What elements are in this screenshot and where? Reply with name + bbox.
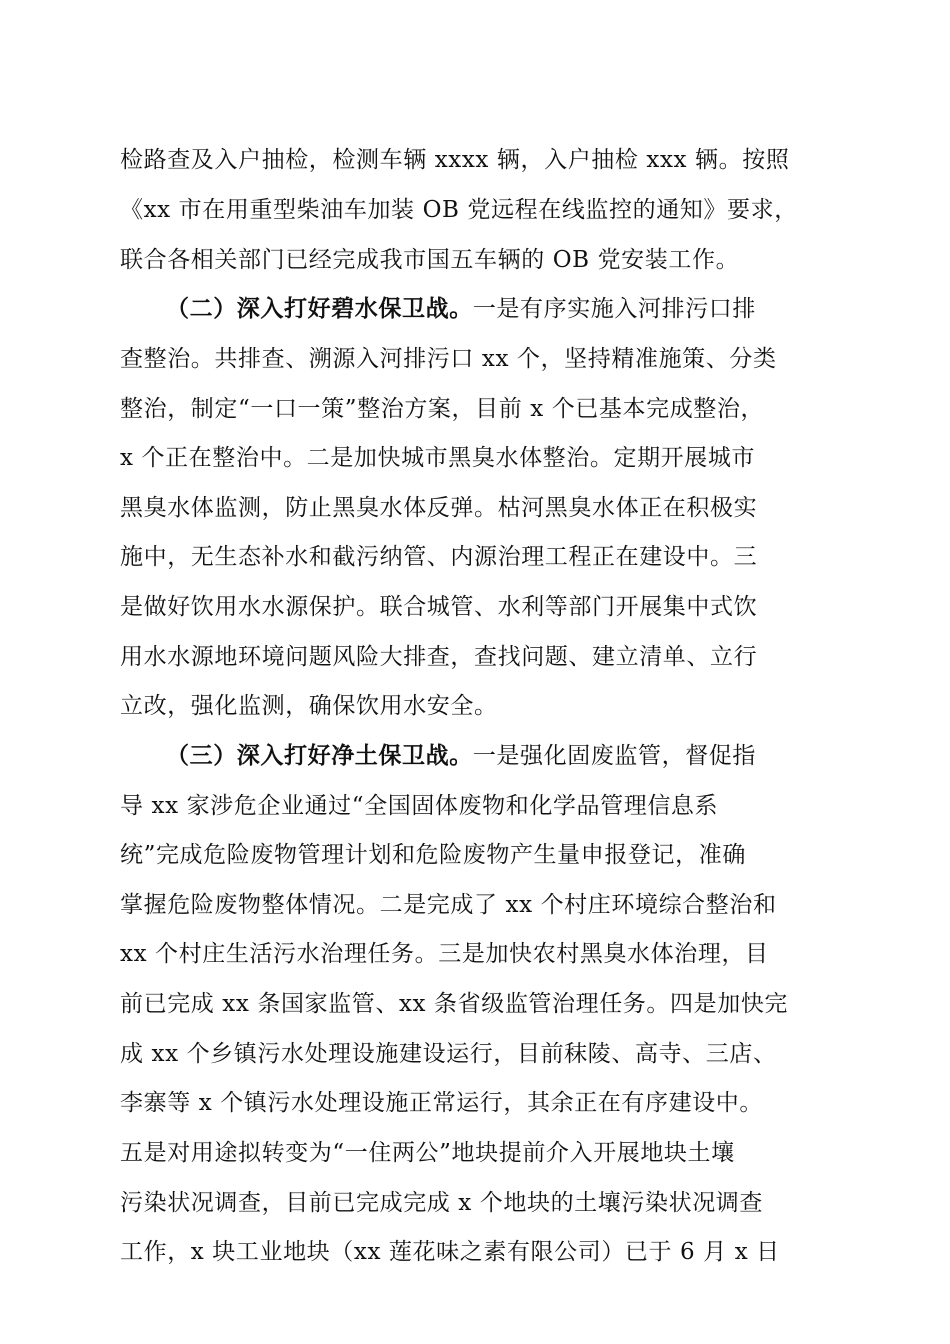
text-line: 工作，x 块工业地块（xx 莲花味之素有限公司）已于 6 月 x 日 [120, 1239, 780, 1265]
text-line: 检路查及入户抽检，检测车辆 xxxx 辆，入户抽检 xxx 辆。按照 [120, 147, 790, 173]
text-line: 成 xx 个乡镇污水处理设施建设运行，目前秣陵、高寺、三店、 [120, 1041, 777, 1067]
text-line: 李寨等 x 个镇污水处理设施正常运行，其余正在有序建设中。 [120, 1090, 763, 1116]
text-run: 一是有序实施入河排污口排 [472, 296, 757, 322]
text-line: 污染状况调查，目前已完成完成 x 个地块的土壤污染状况调查 [120, 1190, 763, 1216]
text-line: 掌握危险废物整体情况。二是完成了 xx 个村庄环境综合整治和 [120, 892, 777, 918]
text-line: 是做好饮用水水源保护。联合城管、水利等部门开展集中式饮 [120, 594, 758, 620]
text-line: 立改，强化监测，确保饮用水安全。 [120, 693, 498, 719]
section-heading: （二）深入打好碧水保卫战。 [166, 296, 473, 322]
text-run: 一是强化固废监管，督促指 [472, 743, 757, 769]
text-line: xx 个村庄生活污水治理任务。三是加快农村黑臭水体治理，目 [120, 941, 769, 967]
section-heading: （三）深入打好净土保卫战。 [166, 743, 473, 769]
text-line: 联合各相关部门已经完成我市国五车辆的 OB 党安装工作。 [120, 247, 740, 273]
text-line: 黑臭水体监测，防止黑臭水体反弹。枯河黑臭水体正在积极实 [120, 495, 758, 521]
text-line: 施中，无生态补水和截污纳管、内源治理工程正在建设中。三 [120, 544, 758, 570]
text-line: 五是对用途拟转变为“一住两公”地块提前介入开展地块土壤 [120, 1140, 735, 1166]
text-line: 《xx 市在用重型柴油车加装 OB 党远程在线监控的通知》要求， [120, 197, 798, 223]
text-line: 查整治。共排查、溯源入河排污口 xx 个，坚持精准施策、分类 [120, 346, 777, 372]
text-line: 统”完成危险废物管理计划和危险废物产生量申报登记，准确 [120, 842, 746, 868]
paragraph-first-line [166, 289, 830, 329]
text-line: 前已完成 xx 条国家监管、xx 条省级监管治理任务。四是加快完 [120, 991, 789, 1017]
text-line: 整治，制定“一口一策”整治方案，目前 x 个已基本完成整治， [120, 396, 765, 422]
text-line: 导 xx 家涉危企业通过“全国固体废物和化学品管理信息系 [120, 793, 719, 819]
text-line: x 个正在整治中。二是加快城市黑臭水体整治。定期开展城市 [120, 445, 756, 471]
paragraph-first-line [166, 736, 830, 776]
text-line: 用水水源地环境问题风险大排查，查找问题、建立清单、立行 [120, 644, 758, 670]
